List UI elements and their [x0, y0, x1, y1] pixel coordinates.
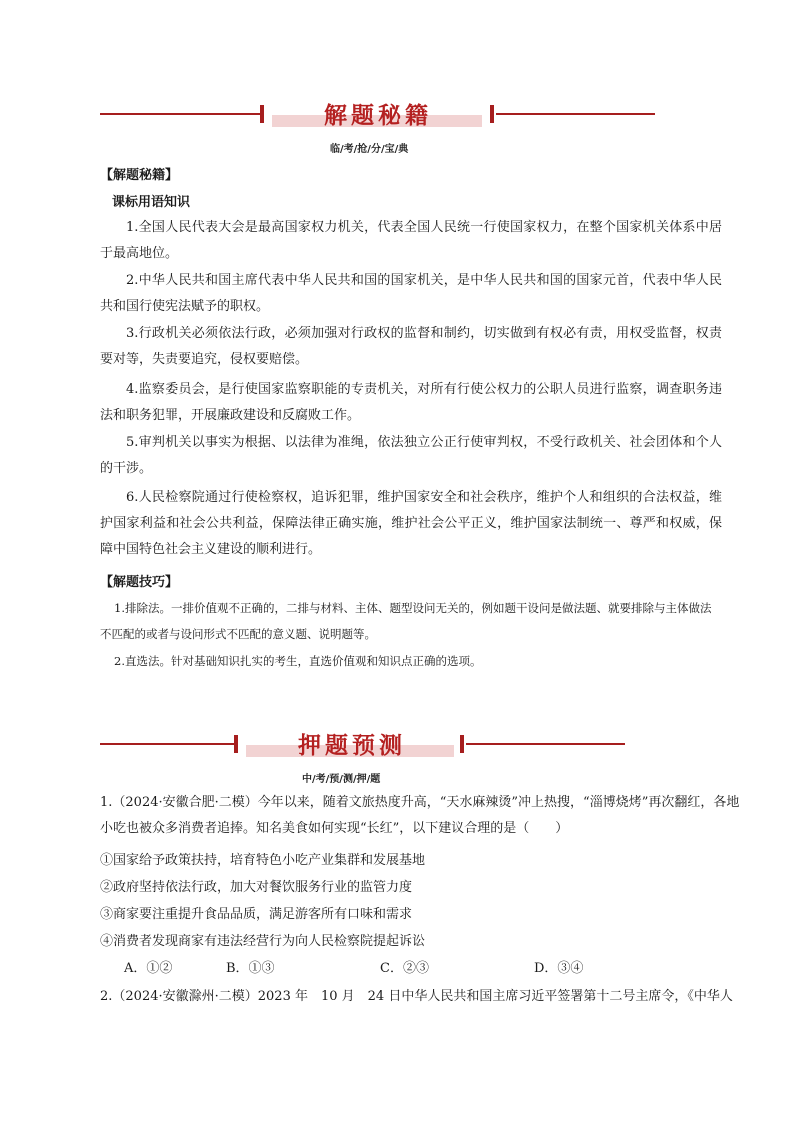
choice-d[interactable]: D．③④: [534, 961, 584, 976]
banner-left-line: [100, 743, 234, 745]
banner-right-line: [496, 113, 655, 115]
heading-jieti-miji: 【解题秘籍】: [100, 168, 179, 183]
section-banner-2: [100, 727, 625, 761]
banner-left-tick: [260, 105, 264, 123]
question-1-option-2: ②政府坚持依法行政，加大对餐饮服务行业的监管力度: [100, 880, 413, 895]
choice-b[interactable]: B．①③: [226, 961, 275, 976]
banner-right-tick: [460, 735, 464, 753]
tip-1: 1.排除法。一排价值观不正确的，二排与材料、主体、题型设问无关的，例如题干设问是做法题、就要排除与主体做法不匹配的或者与设问形式不匹配的意义题、说明题等。: [100, 601, 712, 641]
choice-a[interactable]: A．①②: [124, 961, 173, 976]
choice-c[interactable]: C．②③: [380, 961, 429, 976]
section-banner-1: [100, 97, 655, 131]
paragraph-2: 2.中华人民共和国主席代表中华人民共和国的国家机关，是中华人民共和国的国家元首，代表中华人民共和国行使宪法赋予的职权。: [100, 273, 722, 314]
banner-left-line: [100, 113, 260, 115]
paragraph-5: 5.审判机关以事实为根据、以法律为准绳，依法独立公正行使审判权，不受行政机关、社会团体和个人的干涉。: [100, 435, 722, 476]
paragraph-1: 1.全国人民代表大会是最高国家权力机关，代表全国人民统一行使国家权力，在整个国家机关体系中居于最高地位。: [100, 220, 722, 261]
question-2-stem: 2.（2024·安徽滁州·二模）2023 年 10 月 24 日中华人民共和国主席习近平签署第十二号主席令，《中华人: [100, 989, 733, 1004]
banner-left-tick: [234, 735, 238, 753]
question-1-stem: 1.（2024·安徽合肥·二模）今年以来，随着文旅热度升高，“天水麻辣烫”冲上热搜，“淄博烧烤”再次翻红，各地小吃也被众多消费者追捧。知名美食如何实现“长红”，以下建议合理的是（ ）: [100, 795, 740, 836]
subheading-kebiao: 课标用语知识: [112, 195, 191, 210]
paragraph-6: 6.人民检察院通过行使检察权，追诉犯罪，维护国家安全和社会秩序，维护个人和组织的合法权益，维护国家利益和社会公共利益，保障法律正确实施，维护社会公平正义，维护国家法制统一、尊严和权威，保障中国特色社会主义建设的顺利进行。: [100, 490, 722, 557]
heading-jieti-jiqiao: 【解题技巧】: [100, 575, 179, 590]
question-1-option-4: ④消费者发现商家有违法经营行为向人民检察院提起诉讼: [100, 934, 426, 949]
banner-right-line: [466, 743, 625, 745]
section-title: 押题预测: [298, 733, 406, 759]
tip-2: 2.直选法。针对基础知识扎实的考生，直选价值观和知识点正确的选项。: [114, 654, 482, 668]
section-title: 解题秘籍: [324, 103, 432, 129]
paragraph-3: 3.行政机关必须依法行政，必须加强对行政权的监督和制约，切实做到有权必有责，用权受监督，权责要对等，失责要追究，侵权要赔偿。: [100, 326, 722, 367]
question-1-option-1: ①国家给予政策扶持，培育特色小吃产业集群和发展基地: [100, 853, 426, 868]
section-subtitle: 中/考/预/测/押/题: [302, 774, 381, 785]
banner-right-tick: [490, 105, 494, 123]
section-subtitle: 临/考/抢/分/宝/典: [330, 144, 409, 155]
paragraph-4: 4.监察委员会，是行使国家监察职能的专责机关，对所有行使公权力的公职人员进行监察，调查职务违法和职务犯罪，开展廉政建设和反腐败工作。: [100, 382, 722, 423]
question-1-option-3: ③商家要注重提升食品品质，满足游客所有口味和需求: [100, 907, 413, 922]
